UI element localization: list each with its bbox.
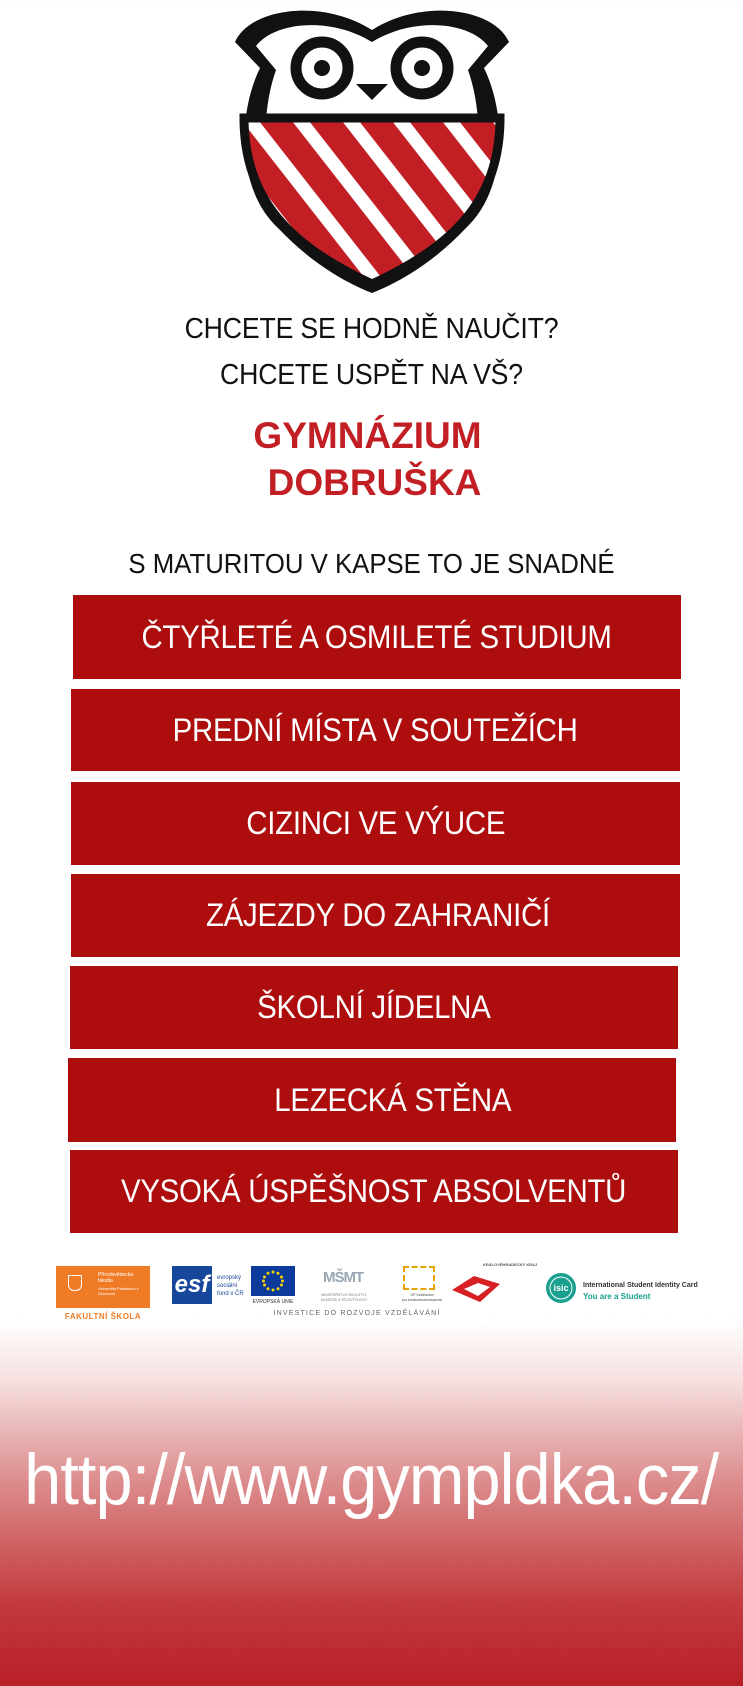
question-university: CHCETE USPĚT NA VŠ? xyxy=(220,359,523,391)
fakultni-emblem xyxy=(68,1275,82,1291)
msmt-line2: MLÁDEŽE A TĚLOVÝCHOVY xyxy=(320,1298,368,1302)
feature-bar xyxy=(68,1058,676,1142)
op-line1: OP Vzdělávání xyxy=(410,1293,434,1297)
msmt-text xyxy=(313,1293,375,1303)
feature-bar xyxy=(70,966,678,1049)
isic-line1: International Student Identity Card xyxy=(583,1282,698,1289)
fakultni-skola-label: FAKULTNÍ ŠKOLA xyxy=(64,1312,142,1321)
feature-label: LEZECKÁ STĚNA xyxy=(274,1081,512,1118)
feature-label: ŠKOLNÍ JÍDELNA xyxy=(257,989,491,1025)
school-owl-shield-logo xyxy=(222,0,522,295)
feature-bar xyxy=(71,689,680,771)
question-learn: CHCETE SE HODNĚ NAUČIT? xyxy=(184,313,559,345)
feature-bar xyxy=(70,1150,678,1233)
msmt-logo: MŠMT xyxy=(323,1269,364,1286)
op-vk-logo xyxy=(403,1266,435,1290)
feature-label: ČTYŘLETÉ A OSMILETÉ STUDIUM xyxy=(141,618,613,655)
esf-line3: fond v ČR xyxy=(217,1291,244,1297)
website-url[interactable] xyxy=(0,1440,743,1521)
feature-label: PREDNÍ MÍSTA V SOUTEŽÍCH xyxy=(172,711,579,748)
kraj-label: KRÁLOVÉHRADECKÝ KRAJ xyxy=(483,1262,538,1267)
feature-bar xyxy=(73,595,681,679)
feature-bar xyxy=(71,874,680,957)
esf-line2: sociální xyxy=(217,1283,238,1289)
esf-text xyxy=(217,1274,244,1298)
motto: S MATURITOU V KAPSE TO JE SNADNÉ xyxy=(128,548,615,579)
eu-flag-icon xyxy=(251,1266,295,1296)
kralovehradecky-kraj-logo xyxy=(450,1272,502,1304)
investice-tagline: INVESTICE DO ROZVOJE VZDĚLÁVÁNÍ xyxy=(273,1310,441,1317)
eu-label: EVROPSKÁ UNIE xyxy=(252,1299,294,1305)
school-name-line2: DOBRUŠKA xyxy=(267,462,482,503)
fakultni-skola-logo xyxy=(56,1266,150,1308)
feature-label: CIZINCI VE VÝUCE xyxy=(246,805,505,841)
esf-logo: esf xyxy=(172,1266,212,1304)
isic-mark: isic xyxy=(553,1283,569,1293)
feature-bar xyxy=(71,782,680,865)
fakultni-small-text-2: Univerzita Palackého v Olomouci xyxy=(98,1286,139,1296)
esf-line1: evropský xyxy=(217,1275,242,1281)
op-line2: pro konkurenceschopnost xyxy=(401,1298,443,1302)
school-name-line1: GYMNÁZIUM xyxy=(253,415,482,456)
feature-label: ZÁJEZDY DO ZAHRANIČÍ xyxy=(205,897,550,933)
op-vk-text xyxy=(396,1293,448,1303)
feature-label: VYSOKÁ ÚSPĚŠNOST ABSOLVENTŮ xyxy=(121,1173,627,1209)
sponsor-logos xyxy=(0,1262,743,1322)
website-url-text: http://www.gympldka.cz/ xyxy=(24,1441,719,1520)
msmt-line1: MINISTERSTVO ŠKOLSTVÍ, xyxy=(321,1293,367,1297)
isic-line2: You are a Student xyxy=(583,1292,651,1301)
fakultni-small-text: Přírodovědecká fakulta xyxy=(98,1272,134,1284)
